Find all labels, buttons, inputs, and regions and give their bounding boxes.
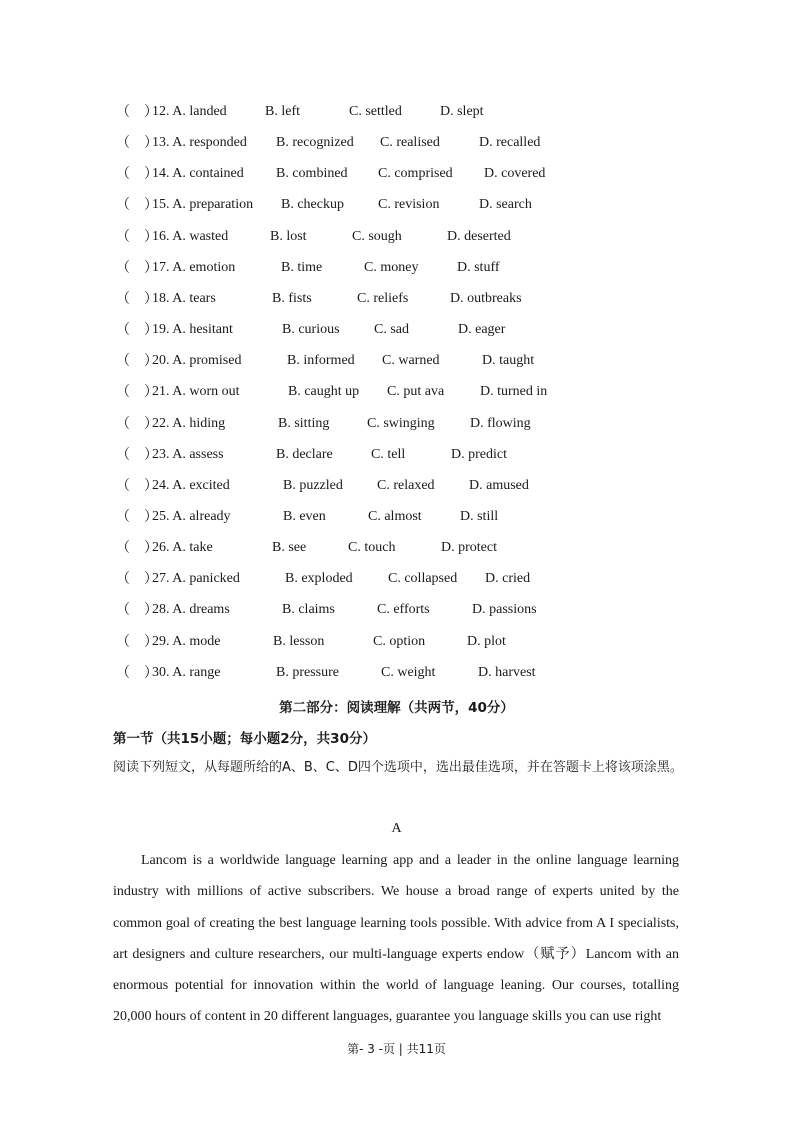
answer-blank: （ ）: [116, 633, 158, 650]
option-b: B. puzzled: [283, 477, 343, 493]
answer-blank: （ ）: [116, 571, 158, 588]
option-a: 23. A. assess: [152, 446, 224, 462]
option-c: C. comprised: [378, 166, 453, 182]
answer-blank: （ ）: [116, 508, 158, 525]
option-c: C. sad: [374, 322, 409, 338]
option-d: D. flowing: [470, 415, 531, 431]
option-a: 21. A. worn out: [152, 384, 240, 400]
answer-blank: （ ）: [116, 322, 158, 339]
option-d: D. protect: [441, 540, 497, 556]
answer-blank: （ ）: [116, 446, 158, 463]
option-b: B. checkup: [281, 197, 344, 213]
option-b: B. caught up: [288, 384, 360, 400]
option-b: B. informed: [287, 353, 355, 369]
option-d: D. turned in: [480, 384, 548, 400]
option-c: C. weight: [381, 664, 436, 680]
answer-blank: （ ）: [116, 228, 158, 245]
option-a: 14. A. contained: [152, 166, 244, 182]
answer-blank: （ ）: [116, 166, 158, 183]
option-d: D. taught: [482, 353, 535, 369]
answer-blank: （ ）: [116, 602, 158, 619]
option-d: D. search: [479, 197, 532, 213]
answer-blank: （ ）: [116, 353, 158, 370]
option-a: 22. A. hiding: [152, 415, 226, 431]
part-heading: 第二部分：阅读理解（共两节，40分）: [279, 700, 514, 716]
option-d: D. outbreaks: [450, 290, 522, 306]
answer-blank: （ ）: [116, 415, 158, 432]
option-c: C. tell: [371, 446, 406, 462]
option-b: B. declare: [276, 446, 333, 462]
option-c: C. revision: [378, 197, 440, 213]
option-b: B. left: [265, 104, 300, 119]
option-a: 18. A. tears: [152, 290, 216, 306]
option-b: B. curious: [282, 322, 340, 338]
option-d: D. recalled: [479, 135, 541, 151]
instruction-text: 阅读下列短文，从每题所给的A、B、C、D四个选项中，选出最佳选项，并在答题卡上将该项涂黑。: [113, 760, 683, 775]
option-c: C. relaxed: [377, 477, 435, 493]
option-d: D. eager: [458, 322, 506, 338]
option-d: D. predict: [451, 446, 507, 462]
answer-blank: （ ）: [116, 135, 158, 152]
option-b: B. pressure: [276, 664, 339, 680]
option-d: D. still: [460, 508, 499, 524]
option-c: C. collapsed: [388, 571, 458, 587]
option-b: B. lesson: [273, 633, 325, 649]
option-a: 20. A. promised: [152, 353, 242, 369]
answer-blank: （ ）: [116, 384, 158, 401]
option-c: C. swinging: [367, 415, 435, 431]
option-b: B. combined: [276, 166, 348, 182]
option-c: C. touch: [348, 540, 396, 556]
option-d: D. cried: [485, 571, 531, 587]
option-b: B. claims: [282, 602, 335, 618]
option-c: C. money: [364, 259, 419, 275]
option-d: D. deserted: [447, 228, 511, 244]
option-a: 25. A. already: [152, 508, 231, 524]
option-a: 19. A. hesitant: [152, 322, 233, 338]
option-d: D. passions: [472, 602, 537, 618]
passage-text: Lancom is a worldwide language learning app and a leader in the online language learning industry with millions of active subscribers. We house a broad range of experts united by the common goal of creating the best language learning tools possible. With advice from A I specialists, art designers and culture researchers, our multi-language experts endow（赋予）Lancom with an enormous potential for innovation within the world of language leaning. Our courses, totalling 20,000 hours of content in 20 different languages, guarantee you language skills you can use right: [113, 853, 679, 1025]
section-heading: 第一节（共15小题；每小题2分，共30分）: [113, 731, 376, 747]
option-b: B. time: [281, 259, 323, 275]
option-a: 26. A. take: [152, 540, 213, 556]
option-b: B. see: [272, 540, 307, 556]
option-a: 12. A. landed: [152, 104, 227, 119]
answer-blank: （ ）: [116, 290, 158, 307]
option-a: 13. A. responded: [152, 135, 247, 151]
option-d: D. stuff: [457, 259, 500, 275]
answer-blank: （ ）: [116, 197, 158, 214]
answer-blank: （ ）: [116, 259, 158, 276]
option-a: 30. A. range: [152, 664, 221, 680]
option-d: D. covered: [484, 166, 546, 182]
option-d: D. slept: [440, 104, 484, 119]
option-b: B. sitting: [278, 415, 330, 431]
option-a: 24. A. excited: [152, 477, 230, 493]
option-a: 16. A. wasted: [152, 228, 229, 244]
page-footer: 第- 3 -页 | 共11页: [347, 1042, 446, 1056]
option-b: B. fists: [272, 290, 312, 306]
option-b: B. even: [283, 508, 326, 524]
option-c: C. warned: [382, 353, 440, 369]
option-a: 27. A. panicked: [152, 571, 240, 587]
option-b: B. exploded: [285, 571, 353, 587]
option-a: 15. A. preparation: [152, 197, 254, 213]
option-a: 28. A. dreams: [152, 602, 230, 618]
option-c: C. settled: [349, 104, 402, 119]
option-b: B. lost: [270, 228, 307, 244]
passage-label: A: [391, 821, 402, 836]
option-a: 17. A. emotion: [152, 259, 236, 275]
option-c: C. efforts: [377, 602, 430, 618]
option-a: 29. A. mode: [152, 633, 221, 649]
option-d: D. plot: [467, 633, 506, 649]
answer-blank: （ ）: [116, 477, 158, 494]
answer-blank: （ ）: [116, 540, 158, 557]
option-c: C. option: [373, 633, 426, 649]
option-d: D. amused: [469, 477, 529, 493]
option-c: C. put ava: [387, 384, 445, 400]
option-c: C. sough: [352, 228, 402, 244]
option-b: B. recognized: [276, 135, 354, 151]
option-c: C. almost: [368, 508, 422, 524]
answer-blank: （ ）: [116, 104, 158, 120]
option-d: D. harvest: [478, 664, 536, 680]
answer-blank: （ ）: [116, 664, 158, 681]
option-c: C. reliefs: [357, 290, 409, 306]
option-c: C. realised: [380, 135, 440, 151]
